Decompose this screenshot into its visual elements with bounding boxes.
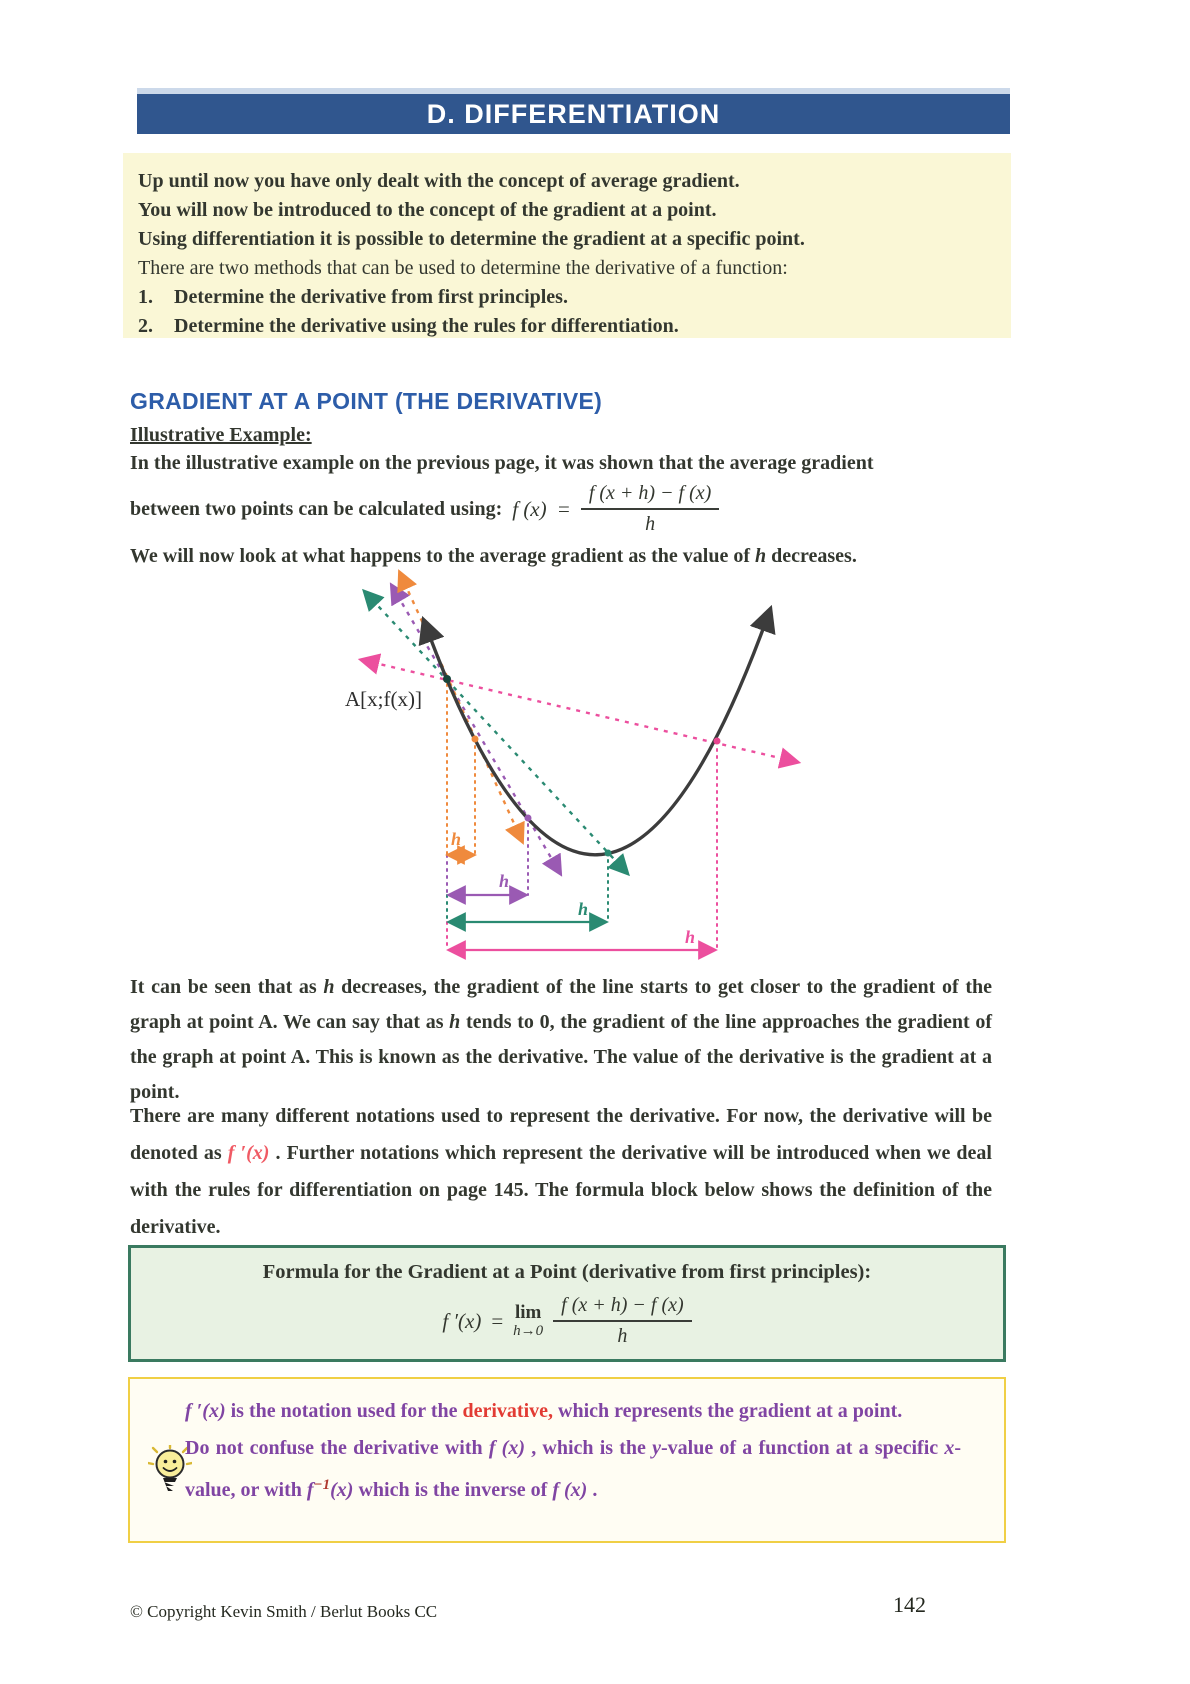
fraction-numerator: f (x + h) − f (x)	[581, 482, 720, 510]
secant-pink	[362, 660, 797, 762]
secant-lines-figure	[280, 538, 820, 968]
tip-box	[128, 1377, 1006, 1543]
point-A	[443, 675, 451, 683]
paragraph-derivative-explanation: It can be seen that as h decreases, the gradient of the line starts to get closer to the gradient of the graph at point A. We can say that as h tends to 0, the gradient of the line approaches the gradient of the graph at point A. This is known as the derivative. The value of the derivative is the gradient at a point.	[130, 976, 992, 1103]
formula-lead-text: between two points can be calculated using:	[130, 497, 503, 520]
formula-box	[128, 1245, 1006, 1362]
page-number: 142	[893, 1592, 926, 1617]
equals-sign: =	[491, 1308, 504, 1333]
equals-sign: =	[556, 496, 571, 521]
secant-purple	[392, 586, 560, 873]
intro-line: You will now be introduced to the concept of the gradient at a point.	[138, 199, 717, 221]
first-principles-formula	[131, 1294, 1003, 1348]
subheading-illustrative-example: Illustrative Example:	[130, 424, 312, 446]
h-label-pink: h	[684, 927, 696, 947]
point-pink	[714, 738, 721, 745]
list-number: 1.	[138, 286, 153, 308]
h-label-orange: h	[450, 829, 462, 849]
lim-subscript: h→0	[513, 1323, 544, 1339]
fraction	[553, 1294, 692, 1348]
secant-lines	[362, 573, 797, 873]
intro-highlight-box	[123, 153, 1011, 338]
limit-operator	[513, 1303, 543, 1339]
copyright-text: © Copyright Kevin Smith / Berlut Books CC	[130, 1602, 438, 1621]
formula-lhs: f ′(x)	[442, 1308, 482, 1333]
h-label-purple: h	[498, 871, 510, 891]
formula-box-title: Formula for the Gradient at a Point (derivative from first principles):	[262, 1261, 872, 1283]
intro-methods-line: There are two methods that can be used to determine the derivative of a function:	[138, 257, 788, 279]
intro-line: Up until now you have only dealt with the concept of average gradient.	[138, 170, 740, 192]
point-A-label: A[x;f(x)]	[345, 687, 422, 711]
chapter-title: D. DIFFERENTIATION	[426, 98, 721, 129]
point-teal	[605, 850, 612, 857]
h-label-teal: h	[577, 899, 589, 919]
list-text: Determine the derivative using the rules for differentiation.	[174, 315, 679, 337]
tip-paragraph-2: Do not confuse the derivative with f (x) , which is the y-value of a function at a specific x-value, or with $f^{-1}(x)$ which is the inverse of f (x) .	[185, 1437, 962, 1501]
list-item	[138, 283, 1011, 312]
fraction-denominator: h	[645, 513, 656, 535]
point-orange	[472, 736, 479, 743]
formula-lhs: f (x)	[512, 496, 547, 521]
secant-teal	[365, 592, 627, 873]
curve-points	[443, 675, 721, 857]
average-gradient-formula-row	[130, 478, 719, 540]
fraction-denominator: h	[617, 1325, 628, 1347]
section-heading: GRADIENT AT A POINT (THE DERIVATIVE)	[130, 388, 603, 414]
intro-line: Using differentiation it is possible to determine the gradient at a specific point.	[138, 228, 805, 250]
fraction-numerator: f (x + h) − f (x)	[553, 1294, 692, 1322]
tip-paragraph-1: f ′(x) is the notation used for the derivative, which represents the gradient at a point.	[185, 1400, 903, 1422]
tip-text	[185, 1393, 961, 1509]
lim-word: lim	[514, 1302, 542, 1323]
paragraph-notation: There are many different notations used to represent the derivative. For now, the derivative will be denoted as f ′(x) . Further notations which represent the derivative will be introduced when we deal with the rules for differentiation on page 145. The formula block below shows the definition of the derivative.	[130, 1105, 992, 1238]
point-purple	[525, 815, 532, 822]
list-text: Determine the derivative from first principles.	[174, 286, 568, 308]
chapter-header-bar	[137, 88, 1010, 134]
list-number: 2.	[138, 315, 153, 337]
paragraph-line: We will now look at what happens to the average gradient as the value of h decreases.	[130, 545, 857, 567]
paragraph-line: In the illustrative example on the previous page, it was shown that the average gradient	[130, 452, 874, 474]
parabola-secants-graphic	[280, 538, 820, 968]
fraction	[581, 482, 720, 536]
list-item	[138, 312, 1011, 341]
